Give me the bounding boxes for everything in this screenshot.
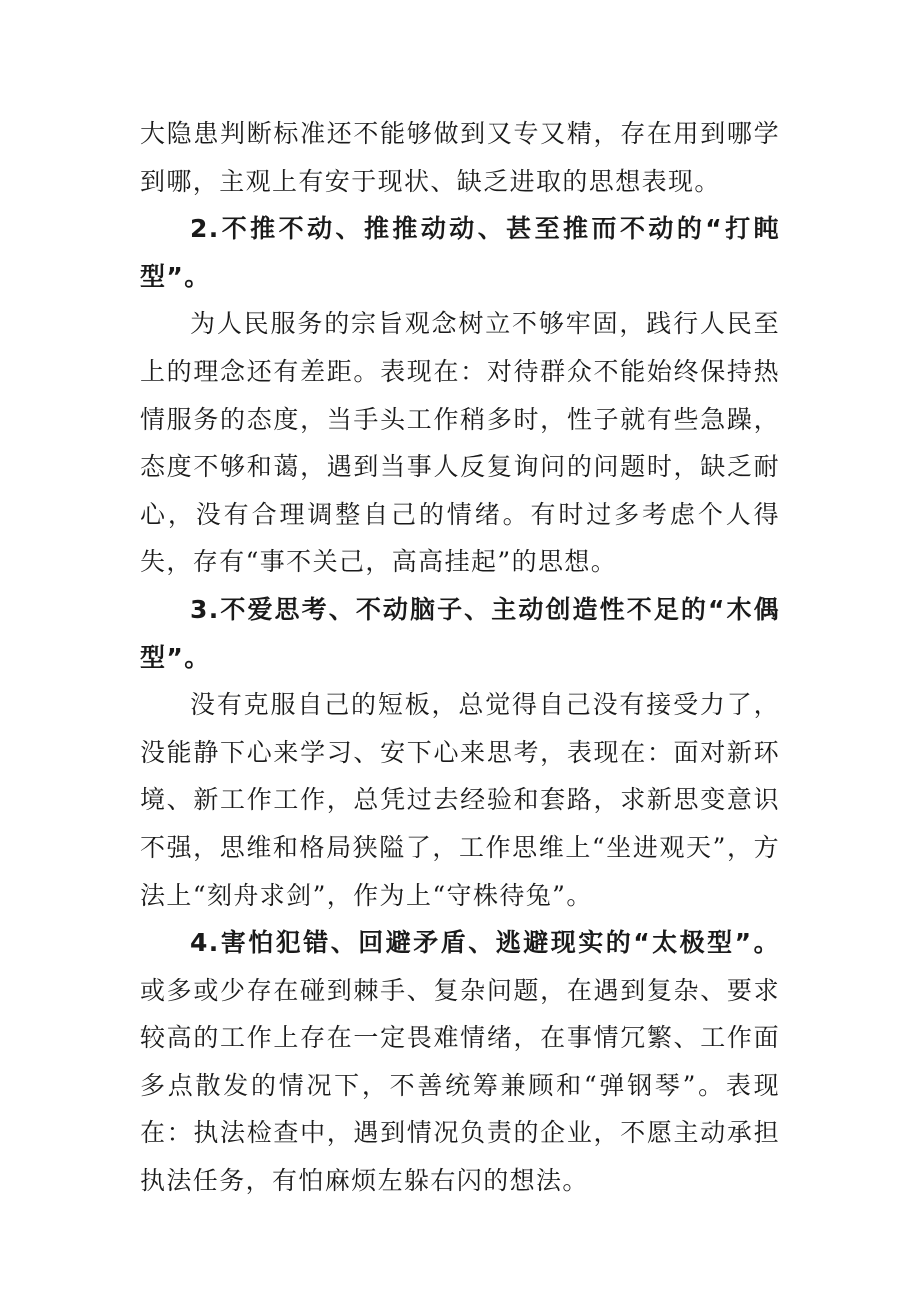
heading-3: 3.不爱思考、不动脑子、主动创造性不足的“木偶型”。 xyxy=(140,594,780,672)
paragraph-2: 为人民服务的宗旨观念树立不够牢固，践行人民至上的理念还有差距。表现在：对待群众不能始终保持热情服务的态度，当手头工作稍多时，性子就有些急躁，态度不够和蔼，遇到当事人反复询问的问题时，缺乏耐心，没有合理调整自己的情绪。有时过多考虑个人得失，存有“事不关己，高高挂起”的思想。 xyxy=(140,309,780,577)
document-body xyxy=(140,110,780,1205)
paragraph-4 xyxy=(140,919,780,1205)
heading-4: 4.害怕犯错、回避矛盾、逃避现实的“太极型”。 xyxy=(190,928,780,958)
paragraph-1: 大隐患判断标准还不能够做到又专又精，存在用到哪学到哪，主观上有安于现状、缺乏进取的思想表现。 xyxy=(140,119,780,196)
paragraph-3: 没有克服自己的短板，总觉得自己没有接受力了，没能静下心来学习、安下心来思考，表现在：面对新环境、新工作工作，总凭过去经验和套路，求新思变意识不强，思维和格局狭隘了，工作思维上“坐进观天”，方法上“刻舟求剑”，作为上“守株待兔”。 xyxy=(140,690,780,910)
heading-2: 2.不推不动、推推动动、甚至推而不动的“打盹型”。 xyxy=(140,214,780,291)
paragraph-4-text: 或多或少存在碰到棘手、复杂问题，在遇到复杂、要求较高的工作上存在一定畏难情绪，在事情冗繁、工作面多点散发的情况下，不善统筹兼顾和“弹钢琴”。表现在：执法检查中，遇到情况负责的企业，不愿主动承担执法任务，有怕麻烦左躲右闪的想法。 xyxy=(140,975,780,1196)
